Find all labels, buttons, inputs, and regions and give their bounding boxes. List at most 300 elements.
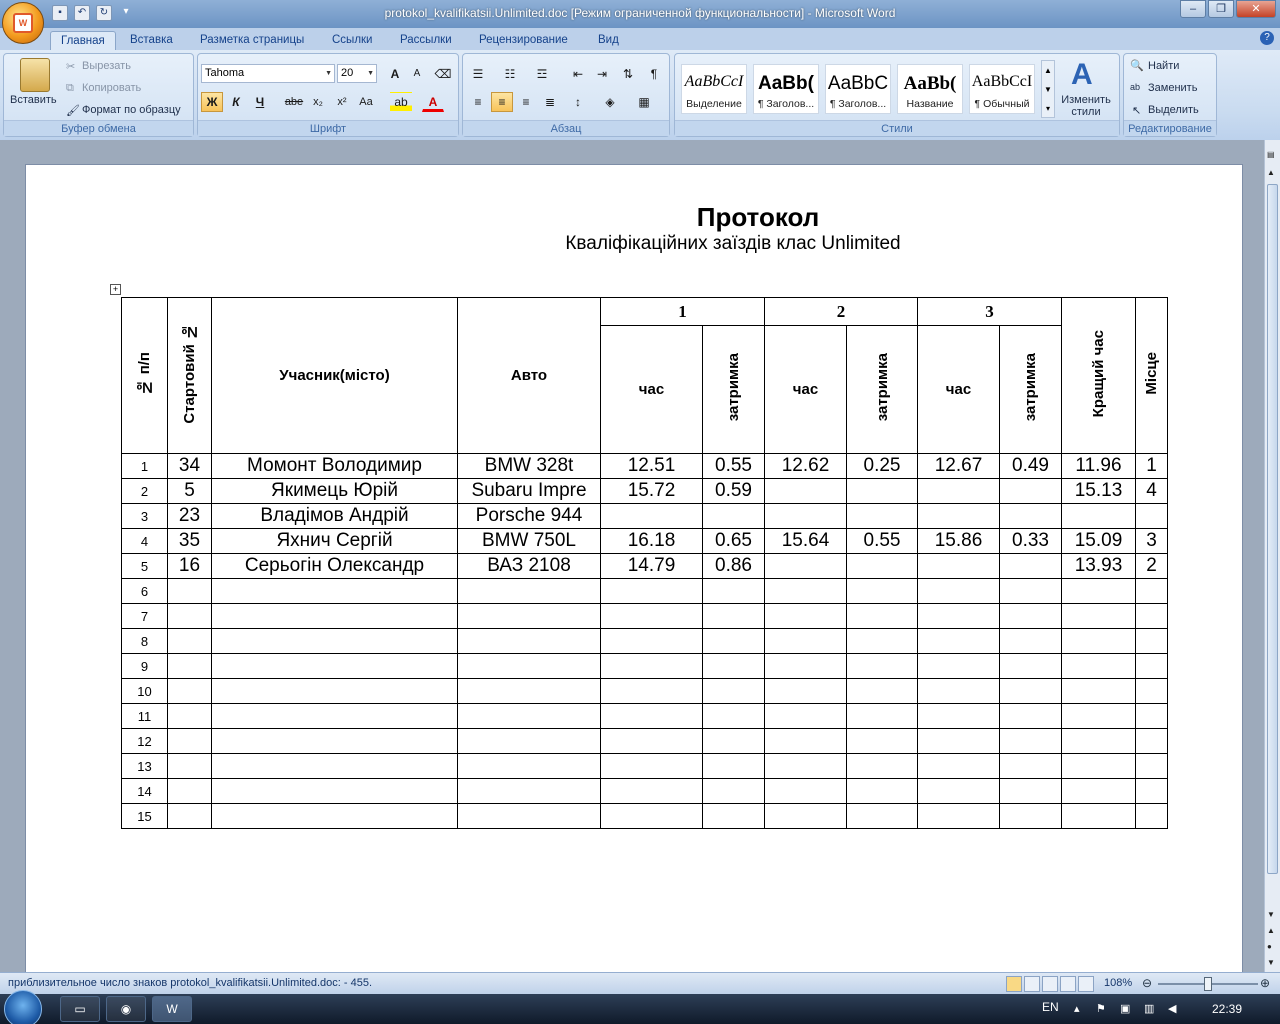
cell-n[interactable]: 11 — [122, 704, 168, 729]
paste-icon[interactable] — [20, 58, 50, 92]
cell-n[interactable]: 10 — [122, 679, 168, 704]
cell-d1[interactable] — [703, 804, 765, 829]
cell-best[interactable] — [1062, 729, 1136, 754]
table-row — [122, 454, 1168, 479]
cell-name[interactable] — [212, 629, 458, 654]
header-best — [1062, 298, 1136, 454]
cell-d1[interactable]: 0.55 — [703, 454, 765, 479]
cell-place[interactable] — [1136, 504, 1168, 529]
cell-d3[interactable]: 0.49 — [1000, 454, 1062, 479]
copy-button[interactable]: Копировать — [82, 82, 142, 94]
cell-auto[interactable] — [458, 729, 601, 754]
scroll-thumb[interactable] — [1267, 184, 1278, 874]
cell-best[interactable] — [1062, 604, 1136, 629]
align-center-icon[interactable]: ≡ — [491, 92, 513, 112]
cell-best[interactable] — [1062, 704, 1136, 729]
cell-best[interactable]: 13.93 — [1062, 554, 1136, 579]
cell-n[interactable]: 9 — [122, 654, 168, 679]
cell-t3[interactable] — [918, 554, 1000, 579]
cell-t2[interactable]: 12.62 — [765, 454, 847, 479]
tab-review[interactable]: Рецензирование — [479, 34, 568, 46]
cell-auto[interactable] — [458, 704, 601, 729]
document-title: Протокол — [696, 202, 820, 232]
bullets-icon[interactable]: ☰ — [472, 67, 484, 81]
cell-d3[interactable] — [1000, 504, 1062, 529]
show-marks-icon[interactable]: ¶ — [650, 67, 658, 81]
format-painter-button[interactable]: Формат по образцу — [82, 104, 181, 116]
decrease-indent-icon[interactable]: ⇤ — [572, 67, 584, 81]
cell-auto[interactable] — [458, 654, 601, 679]
clipboard-group — [3, 53, 194, 137]
cell-d3[interactable] — [1000, 654, 1062, 679]
cell-t1[interactable] — [601, 804, 703, 829]
cell-name[interactable] — [212, 779, 458, 804]
cell-t1[interactable] — [601, 504, 703, 529]
cell-name[interactable]: Якимець Юрій — [212, 479, 458, 504]
cell-n[interactable]: 8 — [122, 629, 168, 654]
table-body — [122, 454, 1168, 829]
change-styles-button[interactable]: Изменить стили — [1061, 94, 1111, 118]
table-row — [122, 554, 1168, 579]
cell-n[interactable]: 2 — [122, 479, 168, 504]
cell-start[interactable] — [168, 579, 212, 604]
cell-t1[interactable] — [601, 654, 703, 679]
table-row — [122, 704, 1168, 729]
next-page-icon[interactable]: ▼ — [1267, 958, 1275, 967]
table-row — [122, 804, 1168, 829]
cell-place[interactable]: 1 — [1136, 454, 1168, 479]
cell-start[interactable] — [168, 729, 212, 754]
cell-t2[interactable] — [765, 554, 847, 579]
cell-auto[interactable] — [458, 629, 601, 654]
cell-place[interactable] — [1136, 704, 1168, 729]
font-name-combo[interactable]: Tahoma ▼ — [201, 64, 335, 83]
status-text: приблизительное число знаков protokol_kvalifikatsii.Unlimited.doc: - 455. — [8, 977, 372, 989]
zoom-level[interactable]: 108% — [1104, 977, 1133, 989]
cell-best[interactable] — [1062, 804, 1136, 829]
cell-d2[interactable] — [847, 779, 918, 804]
multilevel-list-icon[interactable]: ☲ — [536, 67, 548, 81]
tab-page-layout[interactable]: Разметка страницы — [200, 34, 305, 46]
cell-place[interactable]: 4 — [1136, 479, 1168, 504]
cell-t3[interactable] — [918, 729, 1000, 754]
change-styles-icon[interactable]: A — [1071, 58, 1093, 91]
zoom-in-icon[interactable]: ⊕ — [1260, 976, 1271, 990]
cell-place[interactable] — [1136, 604, 1168, 629]
cell-t3[interactable] — [918, 504, 1000, 529]
cell-n[interactable]: 7 — [122, 604, 168, 629]
cell-start[interactable] — [168, 779, 212, 804]
cell-best[interactable]: 15.13 — [1062, 479, 1136, 504]
cell-name[interactable] — [212, 654, 458, 679]
tab-insert[interactable]: Вставка — [130, 34, 173, 46]
style-emphasis[interactable] — [681, 64, 747, 114]
bold-button[interactable]: Ж — [201, 92, 223, 112]
cell-auto[interactable] — [458, 779, 601, 804]
maximize-button[interactable]: ❐ — [1208, 0, 1234, 18]
cell-t2[interactable] — [765, 679, 847, 704]
cell-best[interactable] — [1062, 504, 1136, 529]
table-row — [122, 754, 1168, 779]
cell-t1[interactable] — [601, 704, 703, 729]
cell-t3[interactable] — [918, 704, 1000, 729]
cell-start[interactable]: 5 — [168, 479, 212, 504]
cell-d2[interactable] — [847, 554, 918, 579]
table-row — [122, 529, 1168, 554]
cell-d1[interactable] — [703, 729, 765, 754]
help-icon[interactable]: ? — [1260, 31, 1274, 45]
cell-d2[interactable] — [847, 679, 918, 704]
paste-button[interactable]: Вставить — [10, 94, 57, 106]
cell-t1[interactable]: 15.72 — [601, 479, 703, 504]
cell-t2[interactable]: 15.64 — [765, 529, 847, 554]
cell-place[interactable] — [1136, 579, 1168, 604]
cell-t2[interactable] — [765, 754, 847, 779]
cell-t3[interactable] — [918, 479, 1000, 504]
cell-place[interactable] — [1136, 754, 1168, 779]
styles-group — [674, 53, 1120, 137]
cell-t3[interactable] — [918, 754, 1000, 779]
cell-start[interactable] — [168, 629, 212, 654]
cell-t3[interactable] — [918, 804, 1000, 829]
cell-auto[interactable] — [458, 604, 601, 629]
cell-d3[interactable] — [1000, 679, 1062, 704]
zoom-slider-thumb[interactable] — [1204, 977, 1212, 991]
cell-n[interactable]: 12 — [122, 729, 168, 754]
cell-start[interactable] — [168, 654, 212, 679]
styles-scroll[interactable]: ▲ ▼ ▾ — [1041, 60, 1055, 118]
word-taskbar-icon[interactable]: W — [152, 996, 192, 1022]
cell-t1[interactable]: 14.79 — [601, 554, 703, 579]
tab-references[interactable]: Ссылки — [332, 34, 373, 46]
header-run-2: 2 — [765, 298, 918, 326]
cell-n[interactable]: 14 — [122, 779, 168, 804]
cell-d3[interactable] — [1000, 704, 1062, 729]
cell-place[interactable]: 2 — [1136, 554, 1168, 579]
cell-best[interactable] — [1062, 579, 1136, 604]
table-row — [122, 604, 1168, 629]
ribbon — [0, 50, 1280, 140]
web-layout-icon[interactable] — [1042, 976, 1058, 992]
cell-d1[interactable]: 0.65 — [703, 529, 765, 554]
cell-t3[interactable] — [918, 604, 1000, 629]
cell-d2[interactable] — [847, 629, 918, 654]
cell-place[interactable] — [1136, 779, 1168, 804]
chrome-taskbar-icon[interactable]: ◉ — [106, 996, 146, 1022]
cell-t3[interactable] — [918, 679, 1000, 704]
style-name: ¶ Обычный — [974, 98, 1030, 110]
justify-icon[interactable]: ≣ — [544, 95, 556, 109]
tab-home[interactable]: Главная — [50, 31, 116, 50]
cell-d1[interactable] — [703, 779, 765, 804]
cell-d2[interactable] — [847, 604, 918, 629]
cell-name[interactable] — [212, 579, 458, 604]
style-sample: AaBbC — [827, 73, 889, 94]
cell-place[interactable] — [1136, 729, 1168, 754]
qat-customize-icon[interactable]: ▾ — [123, 6, 129, 17]
cell-n[interactable]: 4 — [122, 529, 168, 554]
cell-auto[interactable] — [458, 679, 601, 704]
cell-name[interactable] — [212, 804, 458, 829]
cell-auto[interactable]: ВАЗ 2108 — [458, 554, 601, 579]
vertical-scrollbar[interactable] — [1264, 140, 1280, 972]
status-bar — [0, 972, 1280, 994]
flag-tray-icon[interactable]: ⚑ — [1096, 1003, 1106, 1015]
full-screen-reading-icon[interactable] — [1024, 976, 1040, 992]
cell-name[interactable]: Яхнич Сергій — [212, 529, 458, 554]
format-painter-icon: 🖌 — [66, 105, 80, 117]
cell-best[interactable] — [1062, 754, 1136, 779]
cell-d1[interactable] — [703, 704, 765, 729]
cell-d3[interactable]: 0.33 — [1000, 529, 1062, 554]
line-spacing-icon[interactable]: ↕ — [575, 95, 581, 109]
cell-t2[interactable] — [765, 704, 847, 729]
cell-place[interactable] — [1136, 654, 1168, 679]
align-left-icon[interactable]: ≡ — [474, 95, 482, 109]
header-participant: Учасник(місто) — [212, 298, 458, 454]
grow-font-button[interactable]: A — [390, 67, 400, 81]
cell-start[interactable]: 34 — [168, 454, 212, 479]
table-row — [122, 779, 1168, 804]
cell-auto[interactable] — [458, 579, 601, 604]
cell-d3[interactable] — [1000, 554, 1062, 579]
cell-t3[interactable]: 15.86 — [918, 529, 1000, 554]
close-button[interactable]: ✕ — [1236, 0, 1276, 18]
cell-t2[interactable] — [765, 629, 847, 654]
cell-auto[interactable]: BMW 328t — [458, 454, 601, 479]
scroll-down-icon[interactable]: ▼ — [1267, 910, 1275, 919]
cell-t3[interactable] — [918, 629, 1000, 654]
office-button[interactable] — [2, 2, 44, 44]
cell-best[interactable] — [1062, 654, 1136, 679]
tray-app-icon[interactable]: ▣ — [1120, 1003, 1131, 1015]
header-num — [122, 298, 168, 454]
style-heading1[interactable] — [753, 64, 819, 114]
cell-d1[interactable] — [703, 604, 765, 629]
cell-best[interactable]: 11.96 — [1062, 454, 1136, 479]
cell-t2[interactable] — [765, 779, 847, 804]
select-button[interactable]: Выделить — [1148, 104, 1199, 116]
explorer-taskbar-icon[interactable]: ▭ — [60, 996, 100, 1022]
header-delay-label: затримка — [725, 353, 742, 422]
network-tray-icon[interactable]: ▥ — [1144, 1003, 1155, 1015]
italic-button[interactable]: К — [232, 95, 240, 109]
previous-page-icon[interactable]: ▲ — [1267, 926, 1275, 935]
replace-button[interactable]: Заменить — [1148, 82, 1198, 94]
cell-auto[interactable] — [458, 754, 601, 779]
cell-t2[interactable] — [765, 604, 847, 629]
cell-d2[interactable] — [847, 504, 918, 529]
cell-d1[interactable] — [703, 679, 765, 704]
style-heading2[interactable] — [825, 64, 891, 114]
cell-d2[interactable]: 0.25 — [847, 454, 918, 479]
highlight-icon[interactable]: ab — [390, 92, 412, 112]
cell-d2[interactable] — [847, 479, 918, 504]
cell-t1[interactable]: 12.51 — [601, 454, 703, 479]
cell-place[interactable] — [1136, 804, 1168, 829]
tray-expand-icon[interactable]: ▴ — [1074, 1003, 1080, 1015]
cell-n[interactable]: 5 — [122, 554, 168, 579]
clock[interactable]: 22:39 — [1212, 1002, 1243, 1016]
cell-start[interactable]: 35 — [168, 529, 212, 554]
cell-start[interactable] — [168, 804, 212, 829]
font-color-icon[interactable]: A — [422, 92, 444, 112]
cell-auto[interactable]: Subaru Impre — [458, 479, 601, 504]
cell-start[interactable]: 16 — [168, 554, 212, 579]
cell-d3[interactable] — [1000, 804, 1062, 829]
cell-d1[interactable]: 0.59 — [703, 479, 765, 504]
scroll-up-icon[interactable]: ▲ — [1267, 168, 1275, 177]
cell-best[interactable] — [1062, 629, 1136, 654]
underline-button[interactable]: Ч — [255, 95, 265, 109]
cell-t2[interactable] — [765, 804, 847, 829]
draft-view-icon[interactable] — [1078, 976, 1094, 992]
cell-t3[interactable] — [918, 579, 1000, 604]
cell-t2[interactable] — [765, 654, 847, 679]
cell-name[interactable] — [212, 704, 458, 729]
cell-d3[interactable] — [1000, 629, 1062, 654]
cell-t2[interactable] — [765, 479, 847, 504]
cell-auto[interactable]: Porsche 944 — [458, 504, 601, 529]
style-normal[interactable] — [969, 64, 1035, 114]
cell-d1[interactable] — [703, 654, 765, 679]
clear-format-icon[interactable]: ⌫ — [434, 67, 452, 81]
cell-d2[interactable] — [847, 654, 918, 679]
outline-view-icon[interactable] — [1060, 976, 1076, 992]
cell-t1[interactable] — [601, 629, 703, 654]
cell-d2[interactable] — [847, 729, 918, 754]
cell-d3[interactable] — [1000, 604, 1062, 629]
cell-place[interactable] — [1136, 629, 1168, 654]
cell-d1[interactable] — [703, 504, 765, 529]
header-start — [168, 298, 212, 454]
strikethrough-button[interactable]: abe — [284, 96, 304, 108]
document-page[interactable] — [25, 164, 1243, 994]
cell-best[interactable] — [1062, 779, 1136, 804]
style-sample: AaBbCcI — [684, 73, 744, 90]
cell-d3[interactable] — [1000, 479, 1062, 504]
cell-t2[interactable] — [765, 579, 847, 604]
numbering-icon[interactable]: ☷ — [504, 67, 516, 81]
cell-d2[interactable] — [847, 579, 918, 604]
cell-t3[interactable] — [918, 654, 1000, 679]
cell-d3[interactable] — [1000, 779, 1062, 804]
cell-n[interactable]: 1 — [122, 454, 168, 479]
cell-name[interactable]: Владімов Андрій — [212, 504, 458, 529]
style-title[interactable] — [897, 64, 963, 114]
subscript-button[interactable]: x₂ — [313, 96, 323, 108]
cell-d1[interactable] — [703, 579, 765, 604]
browse-object-icon[interactable]: ● — [1267, 942, 1272, 951]
print-layout-icon[interactable] — [1006, 976, 1022, 992]
cell-best[interactable] — [1062, 679, 1136, 704]
language-indicator[interactable]: EN — [1042, 1000, 1059, 1014]
cell-n[interactable]: 13 — [122, 754, 168, 779]
find-button[interactable]: Найти — [1148, 60, 1180, 72]
cell-place[interactable] — [1136, 679, 1168, 704]
cell-start[interactable] — [168, 754, 212, 779]
align-right-icon[interactable]: ≡ — [522, 95, 530, 109]
cell-t2[interactable] — [765, 729, 847, 754]
cell-start[interactable] — [168, 604, 212, 629]
redo-icon[interactable]: ↻ — [96, 5, 112, 21]
cell-d2[interactable]: 0.55 — [847, 529, 918, 554]
cell-t1[interactable] — [601, 779, 703, 804]
superscript-button[interactable]: x² — [337, 96, 347, 108]
sort-icon[interactable]: ⇅ — [622, 67, 634, 81]
save-icon[interactable]: ▪ — [52, 5, 68, 21]
zoom-out-icon[interactable]: ⊖ — [1142, 976, 1153, 990]
cell-d3[interactable] — [1000, 729, 1062, 754]
cell-t3[interactable]: 12.67 — [918, 454, 1000, 479]
cell-name[interactable]: Момонт Володимир — [212, 454, 458, 479]
cell-t1[interactable] — [601, 754, 703, 779]
change-case-button[interactable]: Aa — [359, 96, 373, 108]
cell-t3[interactable] — [918, 779, 1000, 804]
undo-icon[interactable]: ↶ — [74, 5, 90, 21]
cell-auto[interactable]: BMW 750L — [458, 529, 601, 554]
increase-indent-icon[interactable]: ⇥ — [596, 67, 608, 81]
cell-t1[interactable] — [601, 604, 703, 629]
cell-n[interactable]: 6 — [122, 579, 168, 604]
minimize-button[interactable]: – — [1180, 0, 1206, 18]
cell-t1[interactable] — [601, 579, 703, 604]
borders-icon[interactable]: ▦ — [638, 95, 650, 109]
cell-start[interactable] — [168, 704, 212, 729]
tab-view[interactable]: Вид — [598, 34, 619, 46]
table-row — [122, 679, 1168, 704]
cell-start[interactable] — [168, 679, 212, 704]
header-num-label: № п/п — [136, 351, 153, 396]
tab-mailings[interactable]: Рассылки — [400, 34, 452, 46]
shading-icon[interactable]: ◈ — [605, 95, 615, 109]
cell-d3[interactable] — [1000, 754, 1062, 779]
cell-t1[interactable] — [601, 679, 703, 704]
cell-t2[interactable] — [765, 504, 847, 529]
volume-tray-icon[interactable]: ◀ — [1168, 1003, 1177, 1015]
cell-name[interactable] — [212, 754, 458, 779]
table-move-handle-icon[interactable]: + — [110, 284, 121, 295]
cell-d1[interactable]: 0.86 — [703, 554, 765, 579]
cell-d3[interactable] — [1000, 579, 1062, 604]
cell-d2[interactable] — [847, 704, 918, 729]
select-icon: ↖ — [1132, 105, 1142, 117]
cell-name[interactable] — [212, 604, 458, 629]
ruler-toggle-icon[interactable]: ▤ — [1267, 150, 1275, 159]
cell-t1[interactable] — [601, 729, 703, 754]
cell-d1[interactable] — [703, 754, 765, 779]
cell-name[interactable]: Серьогін Олександр — [212, 554, 458, 579]
cell-t1[interactable]: 16.18 — [601, 529, 703, 554]
cell-d1[interactable] — [703, 629, 765, 654]
cell-name[interactable] — [212, 679, 458, 704]
cell-start[interactable]: 23 — [168, 504, 212, 529]
start-button[interactable] — [4, 990, 42, 1024]
cell-n[interactable]: 3 — [122, 504, 168, 529]
font-group-label: Шрифт — [198, 120, 458, 136]
cut-button[interactable]: Вырезать — [82, 60, 131, 72]
cell-place[interactable]: 3 — [1136, 529, 1168, 554]
cell-n[interactable]: 15 — [122, 804, 168, 829]
shrink-font-button[interactable]: A — [413, 68, 421, 79]
cell-auto[interactable] — [458, 804, 601, 829]
cell-name[interactable] — [212, 729, 458, 754]
cell-d2[interactable] — [847, 804, 918, 829]
cell-d2[interactable] — [847, 754, 918, 779]
results-table[interactable] — [121, 297, 1168, 829]
cell-best[interactable]: 15.09 — [1062, 529, 1136, 554]
font-size-combo[interactable]: 20 ▼ — [337, 64, 377, 83]
